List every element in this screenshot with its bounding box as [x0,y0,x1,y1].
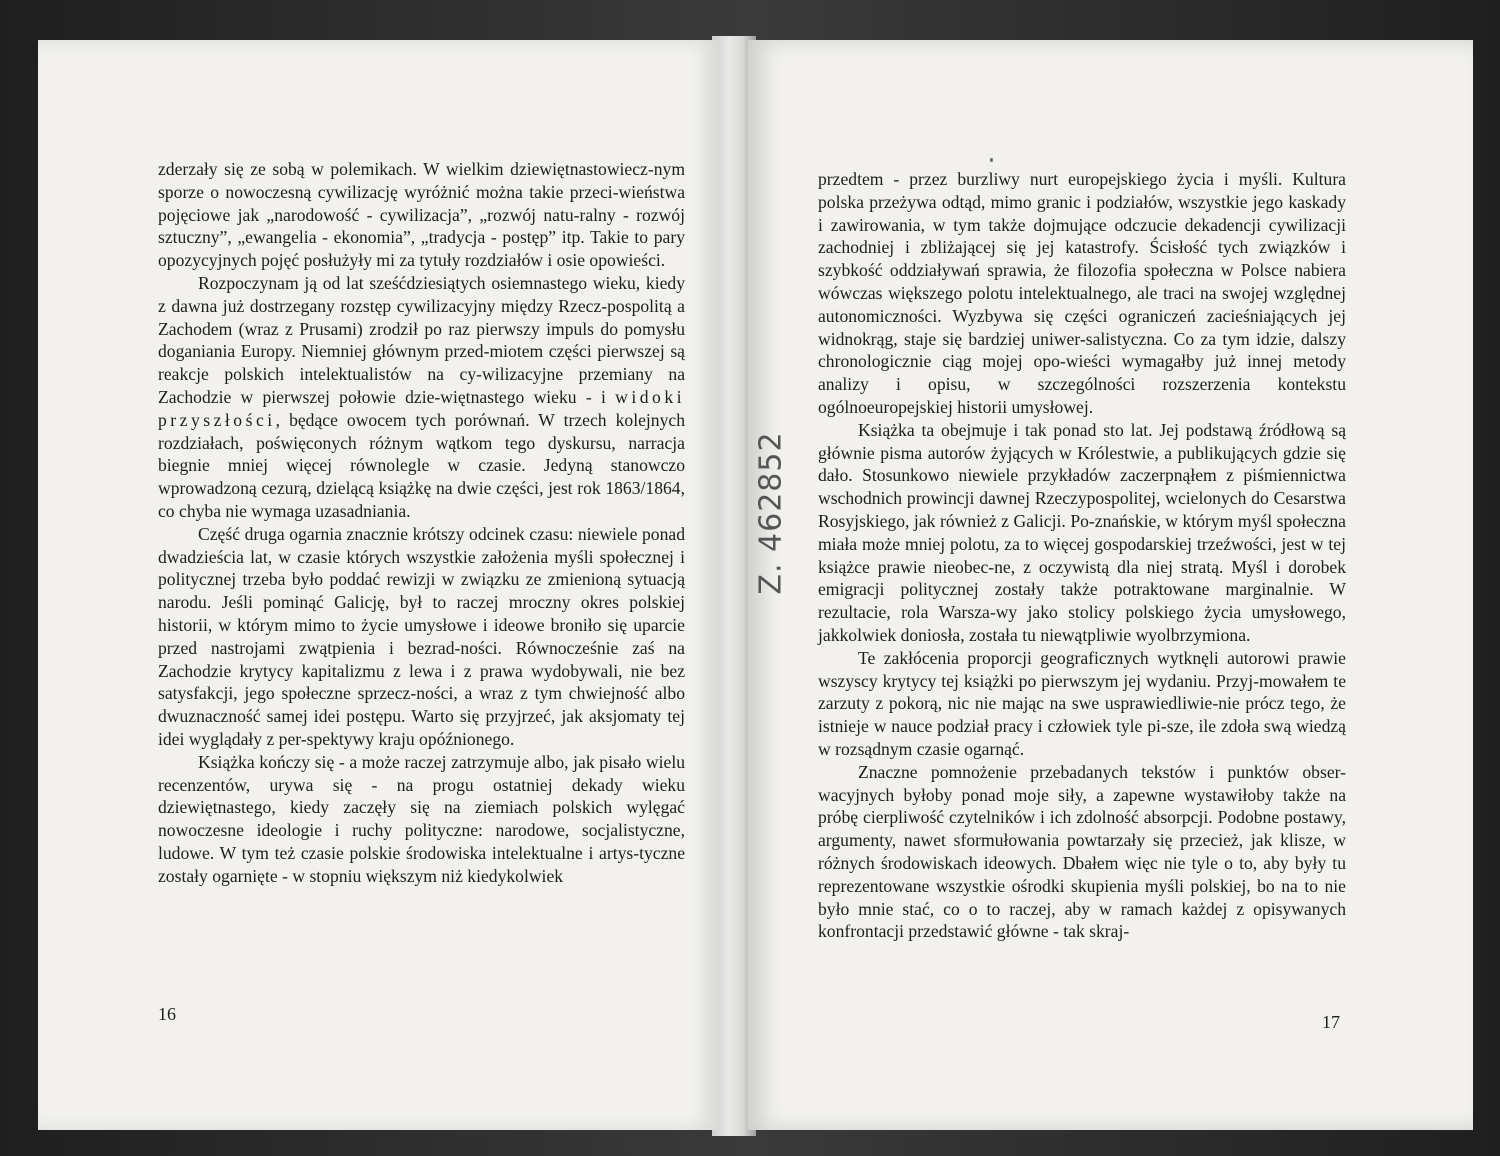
paragraph [158,523,685,751]
text-run: Książka kończy się - a może raczej zatrzymuje albo, jak pisało wielu recenzentów, urywa się - na progu ostatniej dekady wieku dziewiętnastego, kiedy zaczęły się na ziemiach polskich wylęgać nowoczesne ideologie i ruchy polityczne: narodowe, socjalistyczne, ludowe. W tym też czasie polskie środowiska intelektualne i artys-tyczne zostały ogarnięte - w stopniu większym niż kiedykolwiek [158,751,685,886]
text-run: zderzały się ze sobą w polemikach. W wielkim dziewiętnastowiecz-nym sporze o nowoczesną cywilizację wyróżnić można takie przeci-wieństwa pojęciowe jak „narodowość - cywilizacja”, „rozwój natu-ralny - rozwój sztuczny”, „ewangelia - ekonomia”, „tradycja - postęp” itp. Takie to pary opozycyjnych pojęć posłużyły mi za tytuły rozdziałów i osie opowieści. [158,159,685,271]
text-run: Część druga ogarnia znacznie krótszy odcinek czasu: niewiele ponad dwadzieścia lat, w czasie których wszystkie założenia myśli społecznej i politycznej trzeba było poddać rewizji w związku ze zmienioną sytuacją narodu. Jeśli pominąć Galicję, był to raczej mroczny okres polskiej historii, w którym mimo to życie umysłowe i ideowe broniło się uparcie przed nastrojami zwątpienia i bezrad-ności. Równocześnie zaś na Zachodzie krytycy kapitalizmu z lewa i z prawa wydobywali, nie bez satysfakcji, jego społeczne sprzecz-ności, a wraz z tym chwiejność albo dwuznaczność samej idei postępu. Warto się przyjrzeć, jak aksjomaty tej idei wyglądały z per-spektywy kraju opóźnionego. [158,523,685,749]
paragraph [818,419,1346,647]
left-page-text [158,158,685,888]
right-page-number: 17 [1322,1012,1340,1032]
left-page-number: 16 [158,1004,176,1024]
spaced-emphasis: widoki przyszłości [158,386,685,430]
text-run: Znaczne pomnożenie przebadanych tekstów i punktów obser-wacyjnych byłoby ponad moje siły, a zapewne wystawiłoby także na próbę cierpliwość czytelników i ich zdolność absorpcji. Podobne postawy, argumenty, nawet sformułowania powtarzały się przecież, jak klisze, w różnych środowiskach ideowych. Dbałem więc nie tyle o to, aby były tu reprezentowane wszystkie ośrodki skupienia myśli polskiej, bo na to nie było mnie stać, co o to raczej, aby w ramach każdej z opisywanych konfrontacji przedstawić główne - tak skraj- [818,761,1346,942]
left-page [38,40,718,1130]
right-page [748,40,1473,1130]
paragraph [818,761,1346,943]
paragraph [158,158,685,272]
paper-speck [990,158,993,162]
text-run: Te zakłócenia proporcji geograficznych wytknęli autorowi prawie wszyscy krytycy tej książki po pierwszym jej wydaniu. Przyj-mowałem te zarzuty z pokorą, nic nie mając na swe usprawiedliwie-nie prócz tego, że istnieje w nauce podział pracy i człowiek tyle pi-sze, ile zdoła swą wiedzą w rozsądnym czasie ogarnąć. [818,647,1346,759]
text-run: Rozpoczynam ją od lat sześćdziesiątych osiemnastego wieku, kiedy z dawna już dostrzegany rozstęp cywilizacyjny między Rzecz-pospolitą a Zachodem (wraz z Prusami) zrodził po raz pierwszy impuls do pomysłu doganiania Europy. Niemniej głównym przed-miotem części pierwszej są reakcje polskich intelektualistów na cy-wilizacyjne przemiany na Zachodzie w pierwszej połowie dzie-więtnastego wieku - i [158,272,685,407]
text-run: przedtem - przez burzliwy nurt europejskiego życia i myśli. Kultura polska przeżywa odtąd, mimo granic i podziałów, wszystkie jego kaskady i zawirowania, w tym także dojmujące odczucie dekadencji cywilizacji zachodniej i zbliżającej się jej katastrofy. Ścisłość tych związków i szybkość oddziaływań sprawia, że filozofia społeczna w Polsce nabiera wówczas większego polotu intelektualnego, ale traci na swojej względnej autonomiczności. Wyzbywa się części ograniczeń zacieśniających jej widnokrąg, staje się bardziej uniwer-salistyczna. Co za tym idzie, dalszy chronologicznie ciąg mojej opo-wieści wymagałby już innej metody analizy i opisu, w szczególności rozszerzenia kontekstu ogólnoeuropejskiej historii umysłowej. [818,169,1346,417]
text-run: Książka ta obejmuje i tak ponad sto lat. Jej podstawą źródłową są głównie pisma autorów żyjących w Królestwie, a publikujących gdzie się dało. Stosunkowo niewiele przykładów zaczerpnąłem z piśmiennictwa wschodnich prowincji dawnej Rzeczypospolitej, wcielonych do Cesarstwa Rosyjskiego, jak również z Galicji. Po-znańskie, w którym myśl społeczna miała może mniej polotu, za to więcej gospodarskiej trzeźwości, jest w tej książce prawie nieobec-ne, z oczywistą dla niej stratą. Myśl i dorobek emigracji politycznej zostały także potraktowane marginalnie. W rezultacie, rola Warsza-wy jako stolicy polskiego życia umysłowego, jakkolwiek doniosła, została tu niewątpliwie wyolbrzymiona. [818,419,1346,645]
handwritten-shelfmark [748,431,794,595]
paragraph [158,751,685,888]
right-page-text [818,168,1346,943]
paragraph [158,272,685,523]
paragraph [818,168,1346,419]
paragraph [818,647,1346,761]
shelfmark-text: Z. 462852 [753,431,789,595]
text-run: , będące owocem tych porównań. W trzech kolejnych rozdziałach, poświęconych różnym wątkom tego dyskursu, narracja biegnie mniej więcej równolegle w czasie. Jedyną stanowczo wprowadzoną cezurą, dzielącą książkę na dwie części, jest rok 1863/1864, co chyba nie wymaga uzasadniania. [158,409,685,521]
